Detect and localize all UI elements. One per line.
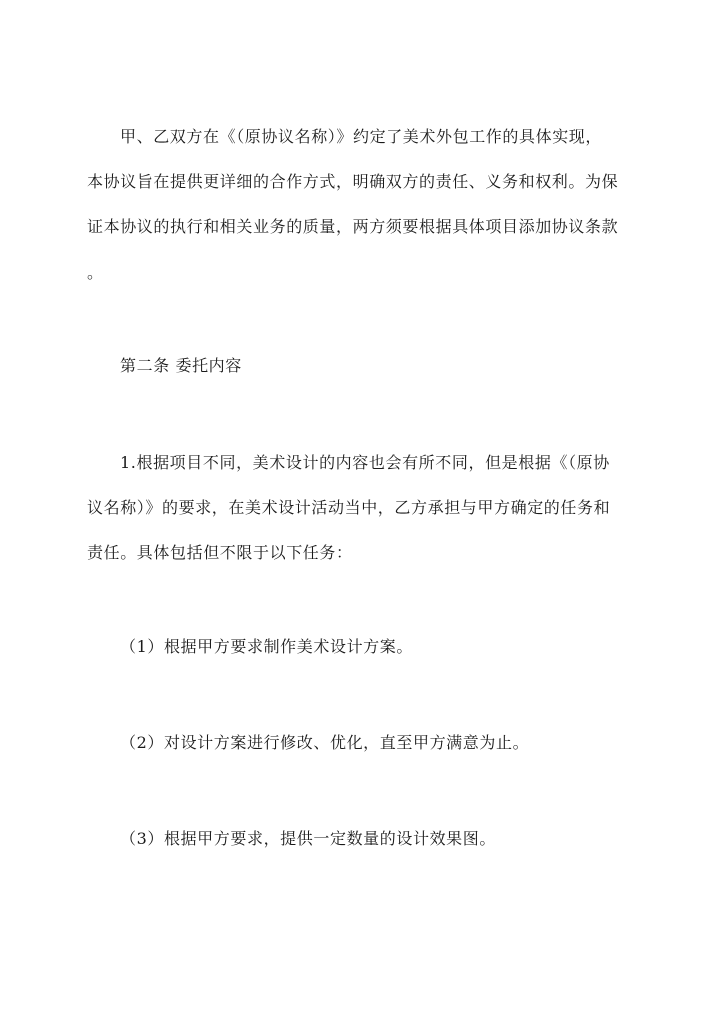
list-item-1: （1）根据甲方要求制作美术设计方案。 [120, 637, 413, 656]
clause-1-line-2: 议名称）》的要求，在美术设计活动当中，乙方承担与甲方确定的任务和 [87, 498, 611, 517]
section-heading: 第二条 委托内容 [120, 356, 242, 375]
list-item-3: （3）根据甲方要求，提供一定数量的设计效果图。 [120, 829, 496, 848]
clause-1-line-3: 责任。具体包括但不限于以下任务： [87, 543, 353, 562]
clause-1-line-1: 1.根据项目不同，美术设计的内容也会有所不同，但是根据《（原协 [120, 453, 610, 472]
intro-line-4: 。 [87, 263, 104, 282]
list-item-2: （2）对设计方案进行修改、优化，直至甲方满意为止。 [120, 733, 530, 752]
intro-line-1: 甲、乙双方在《（原协议名称）》约定了美术外包工作的具体实现， [120, 127, 603, 146]
intro-line-3: 证本协议的执行和相关业务的质量，两方须要根据具体项目添加协议条款 [87, 217, 619, 236]
intro-line-2: 本协议旨在提供更详细的合作方式，明确双方的责任、义务和权利。为保 [87, 172, 619, 191]
